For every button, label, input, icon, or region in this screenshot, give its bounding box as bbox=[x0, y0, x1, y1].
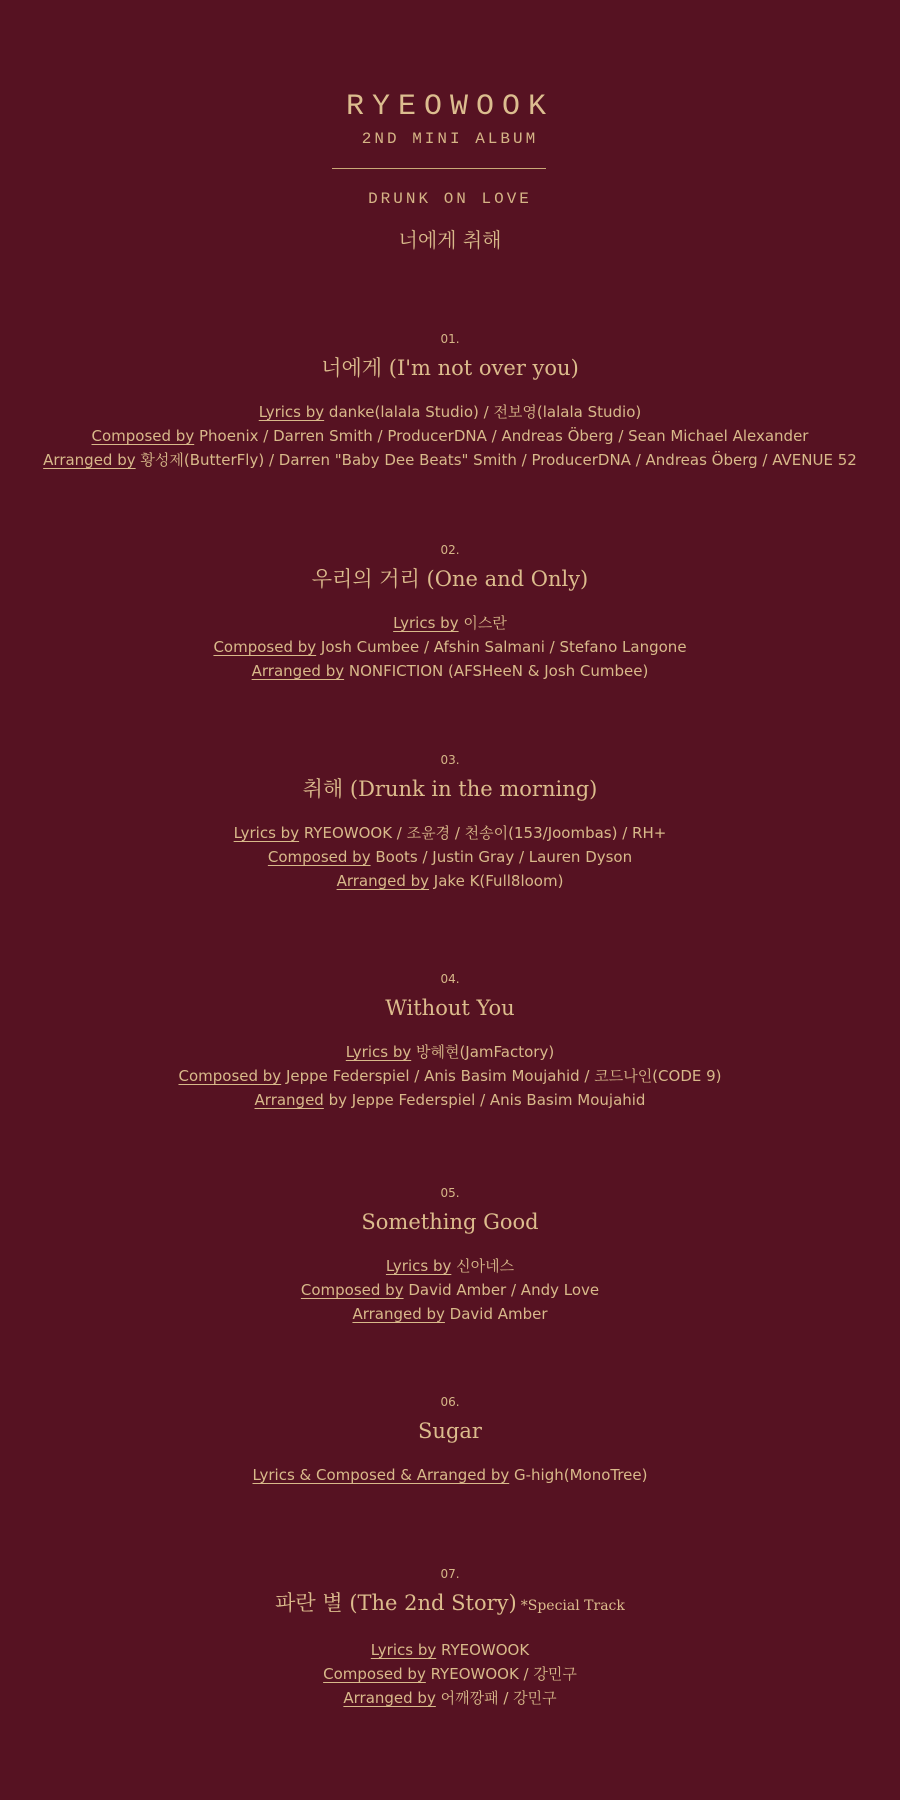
credit-names: David Amber / Andy Love bbox=[403, 1281, 600, 1299]
credit-line bbox=[0, 1040, 900, 1064]
credit-line bbox=[0, 1463, 900, 1487]
credit-names: RYEOWOOK bbox=[436, 1641, 530, 1659]
album-type: 2ND MINI ALBUM bbox=[361, 130, 539, 148]
credit-names: NONFICTION (AFSHeeN & Josh Cumbee) bbox=[344, 662, 649, 680]
track-number: 01. bbox=[440, 332, 460, 346]
track-title bbox=[0, 994, 900, 1022]
credit-names: 방혜현(JamFactory) bbox=[411, 1043, 555, 1061]
track-number: 03. bbox=[440, 753, 460, 767]
credit-role: Arranged by bbox=[343, 1689, 436, 1707]
credit-role: Lyrics by bbox=[233, 824, 300, 842]
credit-line bbox=[0, 1686, 900, 1710]
credit-names: danke(lalala Studio) / 전보영(lalala Studio) bbox=[324, 403, 642, 421]
credit-names: RYEOWOOK / 강민구 bbox=[425, 1665, 577, 1683]
credit-role: Lyrics by bbox=[385, 1257, 452, 1275]
track-2 bbox=[0, 541, 900, 683]
credit-line bbox=[0, 1254, 900, 1278]
credit-role: Lyrics by bbox=[370, 1641, 437, 1659]
credit-role: Composed by bbox=[323, 1665, 426, 1683]
special-track-label: *Special Track bbox=[520, 1598, 625, 1614]
credit-role: Composed by bbox=[213, 638, 317, 656]
track-4 bbox=[0, 970, 900, 1112]
track-title bbox=[0, 1208, 900, 1236]
track-title-text: Without You bbox=[385, 996, 515, 1020]
credit-line bbox=[0, 635, 900, 659]
track-5 bbox=[0, 1184, 900, 1326]
credit-line bbox=[0, 1302, 900, 1326]
credit-names: 신아네스 bbox=[451, 1257, 515, 1275]
credit-names: Boots / Justin Gray / Lauren Dyson bbox=[370, 848, 633, 866]
credit-names: by Jeppe Federspiel / Anis Basim Moujahid bbox=[323, 1091, 646, 1109]
credit-role: Composed by bbox=[178, 1067, 282, 1085]
credit-role: Arranged bbox=[254, 1091, 324, 1109]
track-number: 06. bbox=[440, 1395, 460, 1409]
track-title-text: Sugar bbox=[418, 1419, 482, 1443]
artist-name: RYEOWOOK bbox=[345, 90, 555, 124]
track-title bbox=[0, 775, 900, 803]
credit-names: 이스란 bbox=[458, 614, 507, 632]
track-title-text: 취해 (Drunk in the morning) bbox=[302, 777, 598, 801]
track-title bbox=[0, 354, 900, 382]
credit-line bbox=[0, 424, 900, 448]
track-title-text: 우리의 거리 (One and Only) bbox=[311, 567, 589, 591]
credit-names: Jeppe Federspiel / Anis Basim Moujahid / 코드나인(CODE 9) bbox=[281, 1067, 722, 1085]
credit-names: David Amber bbox=[444, 1305, 548, 1323]
track-credits bbox=[0, 1040, 900, 1112]
credit-role: Lyrics by bbox=[258, 403, 325, 421]
credit-line bbox=[0, 1662, 900, 1686]
credit-line bbox=[0, 869, 900, 893]
track-1 bbox=[0, 330, 900, 472]
credit-names: G-high(MonoTree) bbox=[509, 1466, 648, 1484]
track-number: 04. bbox=[440, 972, 460, 986]
track-number: 05. bbox=[440, 1186, 460, 1200]
track-title-text: Something Good bbox=[361, 1210, 539, 1234]
credit-names: Phoenix / Darren Smith / ProducerDNA / Andreas Öberg / Sean Michael Alexander bbox=[194, 427, 809, 445]
credit-names: 황성제(ButterFly) / Darren "Baby Dee Beats" Smith / ProducerDNA / Andreas Öberg / AVENUE 52 bbox=[135, 451, 857, 469]
credit-line bbox=[0, 659, 900, 683]
credit-line bbox=[0, 611, 900, 635]
credit-line bbox=[0, 1278, 900, 1302]
credit-role: Arranged by bbox=[336, 872, 430, 890]
track-title bbox=[0, 1417, 900, 1445]
album-title-korean: 너에게 취해 bbox=[398, 228, 502, 252]
track-credits bbox=[0, 1254, 900, 1326]
credit-line bbox=[0, 1088, 900, 1112]
track-credits bbox=[0, 611, 900, 683]
track-number: 07. bbox=[440, 1567, 460, 1581]
track-title-text: 파란 별 (The 2nd Story) bbox=[275, 1591, 517, 1615]
credit-line bbox=[0, 448, 900, 472]
header-divider bbox=[332, 168, 546, 169]
credit-line bbox=[0, 845, 900, 869]
track-credits bbox=[0, 1463, 900, 1487]
credit-names: 어깨깡패 / 강민구 bbox=[435, 1689, 557, 1707]
track-title bbox=[0, 1589, 900, 1620]
credit-role: Arranged by bbox=[251, 662, 345, 680]
track-credits bbox=[0, 400, 900, 472]
credit-role: Arranged by bbox=[43, 451, 136, 469]
track-7 bbox=[0, 1565, 900, 1710]
track-credits bbox=[0, 821, 900, 893]
credit-names: Jake K(Full8loom) bbox=[429, 872, 564, 890]
credit-role: Composed by bbox=[300, 1281, 404, 1299]
credit-role: Arranged by bbox=[352, 1305, 445, 1323]
credit-line bbox=[0, 1064, 900, 1088]
track-title-text: 너에게 (I'm not over you) bbox=[321, 356, 579, 380]
credit-role: Composed by bbox=[267, 848, 371, 866]
track-6 bbox=[0, 1393, 900, 1487]
credit-line bbox=[0, 1638, 900, 1662]
album-title: DRUNK ON LOVE bbox=[368, 190, 532, 208]
credit-role: Composed by bbox=[91, 427, 195, 445]
credit-role: Lyrics by bbox=[345, 1043, 412, 1061]
credit-names: RYEOWOOK / 조윤경 / 천송이(153/Joombas) / RH+ bbox=[299, 824, 667, 842]
credit-names: Josh Cumbee / Afshin Salmani / Stefano Langone bbox=[316, 638, 687, 656]
track-title bbox=[0, 565, 900, 593]
credit-line bbox=[0, 400, 900, 424]
track-3 bbox=[0, 751, 900, 893]
track-credits bbox=[0, 1638, 900, 1710]
credit-line bbox=[0, 821, 900, 845]
credit-role: Lyrics & Composed & Arranged by bbox=[252, 1466, 510, 1484]
credit-role: Lyrics by bbox=[393, 614, 459, 632]
track-number: 02. bbox=[440, 543, 460, 557]
